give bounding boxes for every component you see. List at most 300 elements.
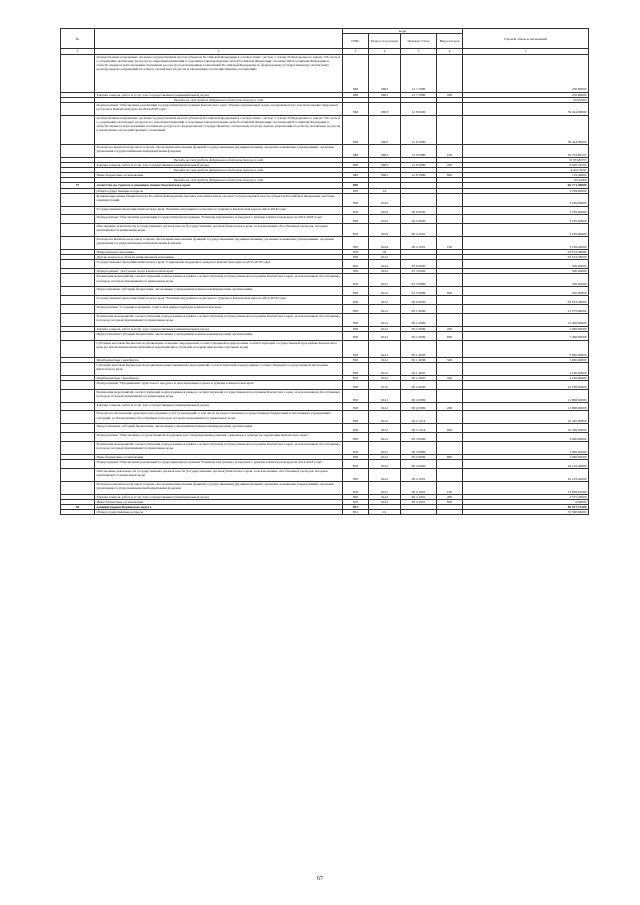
row-razdel: 0412	[369, 296, 401, 305]
row-text: Расходы на выплаты персоналу в целях обеспечения выполнения функций государственными (муниципальными) органами, казенными учреждениями, органами управления государственными внебюджетными фондами	[95, 481, 343, 494]
row-text: Реализация мероприятий соответствующей подпрограммы в рамках соответствующей государственной программы Камчатского края, за исключением обособленных расходов, которым присваиваются уникальные коды	[95, 313, 343, 326]
row-vid: 600	[437, 424, 463, 433]
row-razdel: 0104	[369, 237, 401, 250]
row-text: Функционирование Правительства Российской Федерации, высших исполнительных органов государственной власти субъектов Российской Федерации, местных администраций	[95, 193, 343, 206]
row-amount: 3 000,00000	[463, 442, 589, 455]
row-grbs: 850	[343, 296, 369, 305]
row-text: Иные бюджетные ассигнования	[95, 173, 343, 178]
row-celevaya: 09 2 1214	[401, 411, 437, 424]
table-row	[61, 460, 589, 469]
row-amount: 11 898,00000	[463, 402, 589, 411]
row-razdel: 0603	[369, 102, 401, 115]
row-celevaya: 09 0 0000	[401, 206, 437, 215]
row-text: Подпрограмма "Продвижение туристского продукта и популяризация отдыха и туризма в Камчатском крае"	[95, 380, 343, 389]
row-text: Предоставление субсидий бюджетным, автономным учреждениям и иным некоммерческим организациям	[95, 424, 343, 433]
row-celevaya: 09 1 4006	[401, 357, 437, 362]
row-num	[61, 224, 95, 237]
row-amount: 63 033,38000	[463, 296, 589, 305]
row-grbs: 850	[343, 375, 369, 380]
table-row	[61, 260, 589, 269]
row-razdel: 0603	[369, 92, 401, 97]
row-text: Иные бюджетные ассигнования	[95, 454, 343, 459]
row-text: Иные бюджетные ассигнования	[95, 499, 343, 504]
row-amount: 3 000,00000	[463, 433, 589, 442]
row-razdel: 0412	[369, 260, 401, 269]
row-grbs: 850	[343, 304, 369, 313]
row-amount: 3 239,00000	[463, 193, 589, 206]
row-amount: 3 239,00000	[463, 215, 589, 224]
row-vid	[437, 274, 463, 287]
row-celevaya: 12 7 5980	[401, 92, 437, 97]
row-celevaya: 12 7 5980	[401, 54, 437, 92]
row-num	[61, 340, 95, 357]
row-grbs: 850	[343, 411, 369, 424]
row-grbs: 848	[343, 145, 369, 158]
row-amount: 500,00000	[463, 269, 589, 274]
row-grbs: 850	[343, 499, 369, 504]
row-celevaya: 09 2 1214	[401, 424, 437, 433]
row-razdel: 0412	[369, 424, 401, 433]
row-celevaya: 09 1 0999	[401, 326, 437, 331]
table-row	[61, 442, 589, 455]
row-num	[61, 510, 95, 515]
row-vid	[437, 460, 463, 469]
row-text: Подпрограмма "Обеспечение реализации государственной программы "Развитие внутреннего и въездного туризма в Камчатском крае на 2014-2018 годы"	[95, 460, 343, 469]
row-text: Закупка товаров, работ и услуг для государственных (муниципальных) нужд	[95, 163, 343, 168]
table-row	[61, 193, 589, 206]
row-vid	[437, 468, 463, 481]
header-name	[95, 29, 343, 49]
note-text: Расходы за счет средств федерального бюджета текущего года	[95, 178, 343, 183]
row-celevaya: 12 8 5980	[401, 145, 437, 158]
row-text: Расходы на обеспечение деятельности (оказание услуг) учреждений, в том числе на предоставление государственным бюджетным и автономным учреждениям субсидий, за исключением обособленных расходов, которым присваиваются уникальные коды	[95, 411, 343, 424]
row-celevaya: 09 4 1001	[401, 481, 437, 494]
row-celevaya: 09 1 4006	[401, 340, 437, 357]
row-grbs: 850	[343, 255, 369, 260]
row-amount: 7 406,00000	[463, 331, 589, 340]
row-num	[61, 402, 95, 411]
row-vid	[437, 340, 463, 357]
row-vid	[437, 389, 463, 402]
header-celevaya: Целевая статья	[401, 34, 437, 49]
row-celevaya: 09 4 0000	[401, 215, 437, 224]
row-celevaya: 09 1 0000	[401, 304, 437, 313]
row-text: Обеспечение деятельности государственных органов власти (государственных органов) Камчатского края, за исключением обособленных расходов, которым присваиваются уникальные коды	[95, 468, 343, 481]
row-vid: 500	[437, 357, 463, 362]
row-grbs: 850	[343, 468, 369, 481]
row-amount: 3 000,00000	[463, 454, 589, 459]
row-grbs: 848	[343, 173, 369, 178]
header-idx-4: 4	[369, 49, 401, 55]
row-razdel: 0603	[369, 145, 401, 158]
row-celevaya: 09 1 0999	[401, 331, 437, 340]
row-celevaya: 09 3 0000	[401, 433, 437, 442]
row-text: Общегосударственные вопросы	[95, 188, 343, 193]
row-vid	[437, 260, 463, 269]
row-text: Предоставление субсидий бюджетным, автономным учреждениям и иным некоммерческим организациям	[95, 287, 343, 296]
row-amount: 8 620,70295	[463, 163, 589, 168]
note-amount: 119,40000	[463, 178, 589, 183]
row-celevaya	[401, 193, 437, 206]
row-celevaya: 09 1 4007	[401, 362, 437, 375]
row-grbs: 850	[343, 481, 369, 494]
row-celevaya: 09 4 0000	[401, 460, 437, 469]
row-amount: 5 000,00000	[463, 357, 589, 362]
row-razdel: 0412	[369, 454, 401, 459]
row-razdel: 04	[369, 250, 401, 255]
row-razdel: 0412	[369, 411, 401, 424]
row-text: Общегосударственные вопросы	[95, 510, 343, 515]
header-vid: Вид расходов	[437, 34, 463, 49]
row-vid: 600	[437, 331, 463, 340]
row-amount: 22 238,00000	[463, 380, 589, 389]
row-celevaya: 09 2 0999	[401, 389, 437, 402]
row-grbs: 850	[343, 380, 369, 389]
row-text: Подпрограмма "Обеспечение реализации государственной программы "Развитие внутреннего и въездного туризма в Камчатском крае на 2014-2018 годы"	[95, 215, 343, 224]
row-celevaya: 09 4 1001	[401, 237, 437, 250]
table-row	[61, 362, 589, 375]
row-num	[61, 442, 95, 455]
row-text: Государственная программа Камчатского края "Развитие внутреннего и въездного туризма в Камчатском крае на 2014-2018 годы"	[95, 206, 343, 215]
row-amount: 5 000,00000	[463, 340, 589, 357]
row-razdel: 0412	[369, 304, 401, 313]
row-text: Расходы на выплаты персоналу в целях обеспечения выполнения функций государственными (муниципальными) органами, казенными учреждениями, органами управления государственными внебюджетными фондами	[95, 145, 343, 158]
row-grbs: 850	[343, 331, 369, 340]
row-amount: 10 340,00000	[463, 424, 589, 433]
row-text: Подпрограмма "Создание и развитие туристской инфраструктуры в Камчатском крае"	[95, 304, 343, 313]
row-text: Реализация мероприятий соответствующей подпрограммы в рамках соответствующей государственной программы Камчатского края, за исключением обособленных расходов, которым присваиваются уникальные коды	[95, 442, 343, 455]
row-razdel: 0412	[369, 340, 401, 357]
row-text: Подпрограмма "Обеспечение реализации государственной программы Камчатского края "Охрана окружающей среды, воспроизводство и использование природных ресурсов в Камчатском крае на 2014-2018 годы"	[95, 102, 343, 115]
table-row	[61, 433, 589, 442]
row-vid	[437, 313, 463, 326]
row-num: 38	[61, 505, 95, 510]
table-row	[61, 424, 589, 433]
row-text: Субсидии местным бюджетам на реализацию инвестиционных мероприятий соответствующей подпрограммы соответствующей государственной программы Камчатского края	[95, 362, 343, 375]
row-amount: 119,40000	[463, 173, 589, 178]
row-grbs: 850	[343, 250, 369, 255]
row-vid	[437, 510, 463, 515]
row-num	[61, 115, 95, 145]
row-celevaya: 09 4 1001	[401, 224, 437, 237]
row-num	[61, 433, 95, 442]
row-grbs: 850	[343, 402, 369, 411]
row-amount: 4 169,00000	[463, 375, 589, 380]
row-celevaya: 03 3 0999	[401, 287, 437, 296]
row-amount: 39 444,00000	[463, 102, 589, 115]
row-num	[61, 362, 95, 375]
row-text: Агентство по туризму и внешним связям Камчатского края	[95, 183, 343, 188]
row-amount: 12 406,00000	[463, 313, 589, 326]
table-row	[61, 206, 589, 215]
row-num	[61, 389, 95, 402]
table-row	[61, 340, 589, 357]
row-text: Реализация мероприятий соответствующей подпрограммы в рамках соответствующей государственной программы Камчатского края, за исключением обособленных расходов, которым присваиваются уникальные коды	[95, 389, 343, 402]
row-vid	[437, 442, 463, 455]
row-razdel: 0603	[369, 173, 401, 178]
note-amount: 8 620,70295	[463, 168, 589, 173]
row-amount: 250,80000	[463, 92, 589, 97]
row-num: 37	[61, 183, 95, 188]
row-celevaya: 12 8 0000	[401, 102, 437, 115]
table-row	[61, 380, 589, 389]
note-amount: 30 703,89705	[463, 158, 589, 163]
row-vid: 800	[437, 454, 463, 459]
row-amount: 31 560,84000	[463, 510, 589, 515]
row-razdel: 0412	[369, 468, 401, 481]
row-amount: 3 239,00000	[463, 206, 589, 215]
row-amount: 16 219,40000	[463, 460, 589, 469]
row-vid	[437, 215, 463, 224]
row-text: Осуществление переданных органам государственной власти субъектов Российской Федерации в соответствии с частью 1 статьи 33 Федерального закона "Об охоте и о сохранении охотничьих ресурсов и о внесении изменений в отдельные законодательные акты Российской Федерации" полномочий Российской Федерации в области охраны и использования охотничьих ресурсов (за исключением полномочий Российской Федерации по федеральному государственному охотничьему надзору, выдаче разрешений на добычу охотничьих ресурсов и заключению охотхозяйственных соглашений)	[95, 54, 343, 92]
row-text: Субсидии местным бюджетам на реализацию основных мероприятий соответствующей подпрограммы соответствующей государственной программы Камчатского края (за исключением инвестиционных мероприятий и субсидий, которым присвоены отдельные коды)	[95, 340, 343, 357]
row-razdel: 01	[369, 188, 401, 193]
row-celevaya: 09 4 1001	[401, 499, 437, 504]
row-celevaya: 09 1 0999	[401, 313, 437, 326]
row-amount: 6,00000	[463, 499, 589, 504]
row-amount: 250,80000	[463, 54, 589, 92]
row-num	[61, 380, 95, 389]
row-vid: 800	[437, 499, 463, 504]
row-grbs: 850	[343, 215, 369, 224]
row-razdel: 0412	[369, 269, 401, 274]
note-text: Расходы за счет средств федерального бюджета текущего года	[95, 97, 343, 102]
row-grbs: 848	[343, 92, 369, 97]
row-text: администрация Корякского округа	[95, 505, 343, 510]
row-text: Межбюджетные трансферты	[95, 357, 343, 362]
row-vid	[437, 380, 463, 389]
row-amount: 39 444,00000	[463, 115, 589, 145]
row-grbs: 850	[343, 460, 369, 469]
row-text: Подпрограмма "Доступная среда в Камчатском крае"	[95, 269, 343, 274]
row-grbs: 848	[343, 102, 369, 115]
row-text: Обеспечение деятельности государственных органов власти (государственных органов) Камчатского края, за исключением обособленных расходов, которым присваиваются уникальные коды	[95, 224, 343, 237]
row-celevaya: 09 3 0999	[401, 442, 437, 455]
table-row	[61, 296, 589, 305]
row-num	[61, 411, 95, 424]
row-vid: 100	[437, 145, 463, 158]
table-row	[61, 468, 589, 481]
row-num	[61, 304, 95, 313]
row-amount: 3 239,00000	[463, 224, 589, 237]
table-row	[61, 287, 589, 296]
row-vid: 200	[437, 92, 463, 97]
row-razdel: 0412	[369, 362, 401, 375]
row-vid	[437, 115, 463, 145]
row-razdel: 0412	[369, 494, 401, 499]
row-celevaya: 09 4 1001	[401, 494, 437, 499]
row-text: Реализация мероприятий соответствующей подпрограммы в рамках соответствующей государственной программы Камчатского края, за исключением обособленных расходов, которым присваиваются уникальные коды	[95, 274, 343, 287]
row-amount: 2 575,39000	[463, 494, 589, 499]
row-amount: 4 169,00000	[463, 362, 589, 375]
row-vid	[437, 54, 463, 92]
row-grbs: 850	[343, 326, 369, 331]
row-num	[61, 145, 95, 158]
row-amount: 63 533,38000	[463, 255, 589, 260]
row-razdel: 0412	[369, 499, 401, 504]
table-row	[61, 389, 589, 402]
table-row	[61, 145, 589, 158]
row-razdel: 0104	[369, 206, 401, 215]
header-razdel: Раздел, под-раздел	[369, 34, 401, 49]
row-num	[61, 287, 95, 296]
row-vid	[437, 206, 463, 215]
row-grbs: 850	[343, 362, 369, 375]
row-vid	[437, 304, 463, 313]
note-text: Расходы за счет средств федерального бюджета текущего года	[95, 168, 343, 173]
row-amount: 30 703,89705	[463, 145, 589, 158]
row-vid: 200	[437, 163, 463, 168]
row-razdel: 0412	[369, 460, 401, 469]
row-grbs: 850	[343, 206, 369, 215]
header-idx-3: 3	[343, 49, 369, 55]
table-row	[61, 215, 589, 224]
row-grbs: 850	[343, 424, 369, 433]
row-num	[61, 468, 95, 481]
row-grbs: 850	[343, 193, 369, 206]
row-text: Предоставление субсидий бюджетным, автономным учреждениям и иным некоммерческим организациям	[95, 331, 343, 340]
row-razdel: 0412	[369, 389, 401, 402]
row-razdel: 0603	[369, 54, 401, 92]
row-grbs: 850	[343, 494, 369, 499]
row-grbs: 850	[343, 183, 369, 188]
note-text: Расходы за счет средств федерального бюджета текущего года	[95, 158, 343, 163]
row-grbs: 850	[343, 454, 369, 459]
row-amount: 21 575,00000	[463, 304, 589, 313]
row-celevaya: 12 8 5980	[401, 163, 437, 168]
row-vid	[437, 433, 463, 442]
row-text: Подпрограмма "Обеспечение государственной поддержки для стимулирования развития социального туризма на территории Камчатского края"	[95, 433, 343, 442]
row-amount: 63 533,38000	[463, 250, 589, 255]
note-amount: 250,80000	[463, 97, 589, 102]
row-razdel: 0412	[369, 433, 401, 442]
row-vid	[437, 296, 463, 305]
table-row	[61, 224, 589, 237]
table-row	[61, 313, 589, 326]
table-row	[61, 304, 589, 313]
table-row	[61, 402, 589, 411]
row-vid: 200	[437, 494, 463, 499]
table-row	[61, 411, 589, 424]
row-celevaya	[401, 510, 437, 515]
table-row	[61, 481, 589, 494]
row-razdel: 0603	[369, 115, 401, 145]
row-grbs: 851	[343, 510, 369, 515]
row-grbs: 850	[343, 389, 369, 402]
row-vid: 600	[437, 287, 463, 296]
row-num	[61, 54, 95, 92]
budget-table	[60, 28, 589, 515]
row-num	[61, 260, 95, 269]
row-num	[61, 237, 95, 250]
row-num	[61, 481, 95, 494]
table-row	[61, 115, 589, 145]
row-amount: 11 898,00000	[463, 389, 589, 402]
row-grbs: 850	[343, 340, 369, 357]
row-amount: 3 239,00000	[463, 237, 589, 250]
row-num	[61, 206, 95, 215]
row-razdel: 0412	[369, 287, 401, 296]
row-num	[61, 460, 95, 469]
header-idx-1: 1	[61, 49, 95, 55]
row-razdel: 0104	[369, 193, 401, 206]
row-grbs: 850	[343, 260, 369, 269]
row-celevaya: 09 4 1001	[401, 468, 437, 481]
row-text: Расходы на выплаты персоналу в целях обеспечения выполнения функций государственными (муниципальными) органами, казенными учреждениями, органами управления государственными внебюджетными фондами	[95, 237, 343, 250]
header-idx-6: 6	[437, 49, 463, 55]
table-row	[61, 102, 589, 115]
row-vid: 100	[437, 237, 463, 250]
row-grbs: 850	[343, 269, 369, 274]
header-idx-7: 7	[463, 49, 589, 55]
row-amount: 3 239,00000	[463, 188, 589, 193]
row-razdel: 0104	[369, 215, 401, 224]
row-razdel: 0412	[369, 313, 401, 326]
row-amount: 13 638,01000	[463, 481, 589, 494]
table-row	[61, 274, 589, 287]
row-vid: 800	[437, 173, 463, 178]
row-num	[61, 215, 95, 224]
row-amount: 5 000,00000	[463, 326, 589, 331]
row-grbs: 848	[343, 115, 369, 145]
row-razdel: 0603	[369, 163, 401, 168]
row-text: Закупка товаров, работ и услуг для государственных (муниципальных) нужд	[95, 402, 343, 411]
row-vid	[437, 224, 463, 237]
row-celevaya: 09 2 0000	[401, 380, 437, 389]
row-razdel: 01	[369, 510, 401, 515]
row-num	[61, 313, 95, 326]
row-num	[61, 331, 95, 340]
row-num	[61, 424, 95, 433]
table-row	[61, 237, 589, 250]
row-grbs: 851	[343, 505, 369, 510]
row-text: Государственная программа Камчатского края "Социальная поддержка граждан в Камчатском крае на 2015-2018 годы"	[95, 260, 343, 269]
header-amount: Годовой объем ассигнований	[463, 29, 589, 49]
row-celevaya: 03 0 0000	[401, 260, 437, 269]
row-razdel: 0412	[369, 331, 401, 340]
row-amount: 500,00000	[463, 260, 589, 269]
row-text: Осуществление переданных органам государственной власти субъектов Российской Федерации в соответствии с частью 1 статьи 33 Федерального закона "Об охоте и о сохранении охотничьих ресурсов и о внесении изменений в отдельные законодательные акты Российской Федерации" полномочий Российской Федерации в области охраны и использования охотничьих ресурсов по федеральному государственному охотничьему надзору, выдаче разрешений на добычу охотничьих ресурсов и заключению охотхозяйственных соглашений	[95, 115, 343, 145]
row-celevaya: 12 8 5980	[401, 173, 437, 178]
row-celevaya: 12 8 5980	[401, 115, 437, 145]
row-amount: 46 517,71500	[463, 505, 589, 510]
row-razdel: 0412	[369, 255, 401, 260]
row-text: Государственная программа Камчатского края "Развитие внутреннего и въездного туризма в Камчатском крае на 2014-2018 годы"	[95, 296, 343, 305]
row-grbs: 848	[343, 54, 369, 92]
row-razdel: 0412	[369, 481, 401, 494]
table-body	[61, 54, 589, 515]
row-razdel: 0412	[369, 442, 401, 455]
row-num	[61, 102, 95, 115]
page-number: 67	[317, 876, 323, 882]
row-amount: 66 771,38000	[463, 183, 589, 188]
row-text: Другие вопросы в области национальной экономики	[95, 255, 343, 260]
row-grbs: 850	[343, 357, 369, 362]
row-celevaya: 09 2 0999	[401, 402, 437, 411]
header-idx-5: 5	[401, 49, 437, 55]
row-razdel: 0412	[369, 375, 401, 380]
row-grbs: 848	[343, 163, 369, 168]
row-vid: 500	[437, 375, 463, 380]
row-text: Закупка товаров, работ и услуг для государственных (муниципальных) нужд	[95, 92, 343, 97]
row-vid: 200	[437, 402, 463, 411]
row-text: Закупка товаров, работ и услуг для государственных (муниципальных) нужд	[95, 494, 343, 499]
row-vid	[437, 193, 463, 206]
row-vid	[437, 102, 463, 115]
header-codes: коды	[343, 29, 463, 34]
header-idx-2: 2	[95, 49, 343, 55]
row-num	[61, 296, 95, 305]
